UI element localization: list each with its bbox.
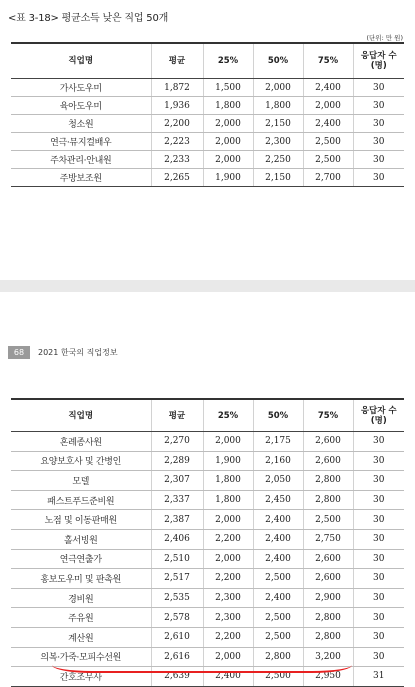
value-cell: 2,500	[253, 627, 303, 647]
value-cell: 30	[353, 471, 404, 491]
occupation-name-cell: 연극·뮤지컬배우	[11, 133, 151, 151]
column-header: 25%	[203, 43, 253, 79]
value-cell: 2,337	[151, 490, 203, 510]
column-header: 50%	[253, 43, 303, 79]
value-cell: 2,600	[303, 549, 353, 569]
value-cell: 2,616	[151, 647, 203, 667]
value-cell: 2,400	[253, 588, 303, 608]
value-cell: 2,160	[253, 451, 303, 471]
value-cell: 2,150	[253, 169, 303, 187]
table-row	[11, 151, 404, 169]
table-row	[11, 115, 404, 133]
value-cell: 30	[353, 151, 404, 169]
value-cell: 30	[353, 432, 404, 452]
value-cell: 2,300	[203, 608, 253, 628]
column-header: 직업명	[11, 399, 151, 432]
value-cell: 2,600	[303, 451, 353, 471]
column-header: 응답자 수 (명)	[353, 43, 404, 79]
income-table-part-1	[11, 42, 404, 187]
value-cell: 2,000	[203, 151, 253, 169]
value-cell: 2,900	[303, 588, 353, 608]
occupation-name-cell: 연극연출가	[11, 549, 151, 569]
occupation-name-cell: 주유원	[11, 608, 151, 628]
value-cell: 2,639	[151, 667, 203, 687]
value-cell: 30	[353, 79, 404, 97]
value-cell: 2,233	[151, 151, 203, 169]
column-header: 평균	[151, 399, 203, 432]
occupation-name-cell: 경비원	[11, 588, 151, 608]
value-cell: 2,600	[303, 432, 353, 452]
value-cell: 2,500	[253, 667, 303, 687]
value-cell: 1,800	[203, 490, 253, 510]
unit-note: (단위: 만 원)	[366, 34, 403, 42]
value-cell: 2,400	[303, 115, 353, 133]
table-header-row	[11, 43, 404, 79]
table-row	[11, 471, 404, 491]
value-cell: 2,500	[303, 510, 353, 530]
value-cell: 2,510	[151, 549, 203, 569]
occupation-name-cell: 노점 및 이동판매원	[11, 510, 151, 530]
value-cell: 2,223	[151, 133, 203, 151]
value-cell: 30	[353, 588, 404, 608]
value-cell: 1,800	[203, 471, 253, 491]
value-cell: 2,000	[203, 647, 253, 667]
value-cell: 2,300	[253, 133, 303, 151]
column-header: 직업명	[11, 43, 151, 79]
value-cell: 2,800	[303, 627, 353, 647]
income-table-part-2	[11, 398, 404, 687]
value-cell: 30	[353, 451, 404, 471]
value-cell: 1,900	[203, 169, 253, 187]
value-cell: 2,200	[203, 569, 253, 589]
value-cell: 2,800	[303, 490, 353, 510]
value-cell: 30	[353, 529, 404, 549]
value-cell: 2,000	[203, 133, 253, 151]
value-cell: 2,600	[303, 569, 353, 589]
column-header: 50%	[253, 399, 303, 432]
value-cell: 2,400	[253, 549, 303, 569]
value-cell: 30	[353, 549, 404, 569]
value-cell: 2,400	[303, 79, 353, 97]
value-cell: 2,200	[151, 115, 203, 133]
value-cell: 30	[353, 510, 404, 530]
occupation-name-cell: 청소원	[11, 115, 151, 133]
table-header-row	[11, 399, 404, 432]
column-header: 25%	[203, 399, 253, 432]
table-row	[11, 608, 404, 628]
table-row	[11, 451, 404, 471]
value-cell: 30	[353, 647, 404, 667]
value-cell: 1,800	[203, 97, 253, 115]
table-title: <표 3-18> 평균소득 낮은 직업 50개	[8, 13, 169, 24]
value-cell: 1,936	[151, 97, 203, 115]
value-cell: 2,307	[151, 471, 203, 491]
value-cell: 2,175	[253, 432, 303, 452]
table-row	[11, 97, 404, 115]
value-cell: 2,450	[253, 490, 303, 510]
value-cell: 30	[353, 115, 404, 133]
value-cell: 2,800	[303, 471, 353, 491]
value-cell: 2,000	[203, 432, 253, 452]
value-cell: 1,872	[151, 79, 203, 97]
page-gap	[0, 280, 415, 292]
value-cell: 2,500	[303, 151, 353, 169]
value-cell: 2,300	[203, 588, 253, 608]
occupation-name-cell: 홀서빙원	[11, 529, 151, 549]
value-cell: 30	[353, 608, 404, 628]
value-cell: 30	[353, 169, 404, 187]
table2-body	[11, 432, 404, 687]
value-cell: 2,578	[151, 608, 203, 628]
value-cell: 2,265	[151, 169, 203, 187]
table-row	[11, 432, 404, 452]
book-title: 2021 한국의 직업정보	[38, 348, 118, 357]
value-cell: 2,400	[203, 667, 253, 687]
value-cell: 2,400	[253, 529, 303, 549]
table-row	[11, 490, 404, 510]
occupation-name-cell: 혼례종사원	[11, 432, 151, 452]
value-cell: 2,150	[253, 115, 303, 133]
value-cell: 30	[353, 490, 404, 510]
value-cell: 2,250	[253, 151, 303, 169]
value-cell: 2,500	[253, 608, 303, 628]
occupation-name-cell: 의복·가죽·모피수선원	[11, 647, 151, 667]
value-cell: 2,406	[151, 529, 203, 549]
value-cell: 2,800	[253, 647, 303, 667]
table-row	[11, 133, 404, 151]
value-cell: 2,000	[203, 510, 253, 530]
table-row	[11, 588, 404, 608]
value-cell: 2,700	[303, 169, 353, 187]
value-cell: 1,500	[203, 79, 253, 97]
value-cell: 2,500	[303, 133, 353, 151]
occupation-name-cell: 가사도우미	[11, 79, 151, 97]
table-row	[11, 529, 404, 549]
column-header: 75%	[303, 399, 353, 432]
value-cell: 2,535	[151, 588, 203, 608]
table-row	[11, 627, 404, 647]
value-cell: 2,000	[303, 97, 353, 115]
value-cell: 31	[353, 667, 404, 687]
occupation-name-cell: 간호조무사	[11, 667, 151, 687]
table-row	[11, 79, 404, 97]
value-cell: 30	[353, 133, 404, 151]
value-cell: 2,517	[151, 569, 203, 589]
value-cell: 2,387	[151, 510, 203, 530]
value-cell: 2,750	[303, 529, 353, 549]
value-cell: 2,200	[203, 529, 253, 549]
occupation-name-cell: 주차관리·안내원	[11, 151, 151, 169]
occupation-name-cell: 패스트푸드준비원	[11, 490, 151, 510]
value-cell: 2,000	[203, 549, 253, 569]
table-row	[11, 569, 404, 589]
occupation-name-cell: 계산원	[11, 627, 151, 647]
occupation-name-cell: 요양보호사 및 간병인	[11, 451, 151, 471]
value-cell: 30	[353, 97, 404, 115]
value-cell: 30	[353, 627, 404, 647]
value-cell: 30	[353, 569, 404, 589]
value-cell: 2,050	[253, 471, 303, 491]
occupation-name-cell: 육아도우미	[11, 97, 151, 115]
value-cell: 1,900	[203, 451, 253, 471]
value-cell: 2,289	[151, 451, 203, 471]
table-row	[11, 510, 404, 530]
column-header: 75%	[303, 43, 353, 79]
table-row	[11, 169, 404, 187]
occupation-name-cell: 모델	[11, 471, 151, 491]
value-cell: 2,200	[203, 627, 253, 647]
value-cell: 2,270	[151, 432, 203, 452]
table-row	[11, 549, 404, 569]
value-cell: 2,950	[303, 667, 353, 687]
running-header	[8, 346, 118, 359]
value-cell: 3,200	[303, 647, 353, 667]
value-cell: 2,400	[253, 510, 303, 530]
page-number-badge: 68	[8, 346, 30, 359]
value-cell: 2,610	[151, 627, 203, 647]
value-cell: 2,500	[253, 569, 303, 589]
table1-body	[11, 79, 404, 187]
value-cell: 2,800	[303, 608, 353, 628]
occupation-name-cell: 주방보조원	[11, 169, 151, 187]
column-header: 응답자 수 (명)	[353, 399, 404, 432]
occupation-name-cell: 홍보도우미 및 판촉원	[11, 569, 151, 589]
value-cell: 1,800	[253, 97, 303, 115]
column-header: 평균	[151, 43, 203, 79]
value-cell: 2,000	[203, 115, 253, 133]
value-cell: 2,000	[253, 79, 303, 97]
